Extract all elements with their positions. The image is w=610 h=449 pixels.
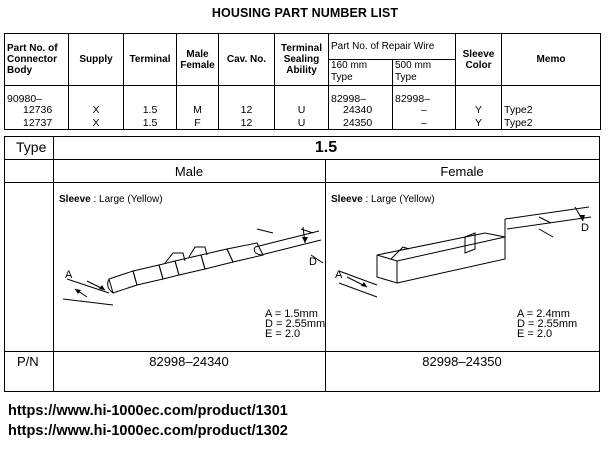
- female-housing: [377, 233, 505, 261]
- product-link[interactable]: https://www.hi-1000ec.com/product/1301: [8, 403, 288, 419]
- male-pn: 82998–24340: [149, 354, 229, 369]
- cell-sleeve: Y: [456, 86, 502, 116]
- cell-sealing: U: [275, 116, 329, 130]
- product-link[interactable]: https://www.hi-1000ec.com/product/1302: [8, 423, 288, 439]
- cell-sleeve: Y: [456, 116, 502, 130]
- terminal-table: [4, 136, 600, 392]
- cell-wire-500: 82998– –: [393, 86, 456, 116]
- header-160mm-type: 160 mm Type: [329, 60, 393, 86]
- header-part-no: Part No. of Connector Body: [5, 34, 69, 86]
- header-supply: Supply: [69, 34, 124, 86]
- cell-supply: X: [69, 86, 124, 116]
- male-sleeve-note: Sleeve : Large (Yellow): [59, 194, 163, 205]
- cell-wire-160: 24350: [329, 116, 393, 130]
- cell-part-no: 12737: [5, 116, 69, 130]
- cell-supply: X: [69, 116, 124, 130]
- header-cav-no: Cav. No.: [219, 34, 275, 86]
- male-letter-a: A: [65, 269, 73, 281]
- page-title: HOUSING PART NUMBER LIST: [211, 6, 399, 20]
- male-pin: [109, 271, 137, 293]
- male-wire: [255, 231, 319, 247]
- header-sleeve-color: Sleeve Color: [456, 34, 502, 86]
- cell-wire-500: –: [393, 116, 456, 130]
- url-list: [8, 401, 288, 441]
- cell-terminal: 1.5: [124, 86, 177, 116]
- male-label: Male: [174, 164, 204, 179]
- female-sleeve-note: Sleeve : Large (Yellow): [331, 194, 435, 205]
- type-value: 1.5: [314, 139, 338, 156]
- table-row: [5, 116, 601, 130]
- header-repair-wire: Part No. of Repair Wire: [329, 34, 456, 60]
- header-male-female: Male Female: [177, 34, 219, 86]
- male-letter-d: D: [309, 256, 317, 268]
- cell-wire-160: 82998– 24340: [329, 86, 393, 116]
- cell-memo: Type2: [502, 116, 601, 130]
- cell-sealing: U: [275, 86, 329, 116]
- female-letter-d: D: [581, 222, 589, 234]
- pn-label: P/N: [17, 354, 39, 369]
- table-row: [5, 86, 601, 116]
- female-label: Female: [440, 164, 484, 179]
- header-terminal: Terminal: [124, 34, 177, 86]
- header-sealing: Terminal Sealing Ability: [275, 34, 329, 86]
- cell-memo: Type2: [502, 86, 601, 116]
- housing-part-table: [4, 33, 601, 130]
- cell-male-female: M: [177, 86, 219, 116]
- cell-cav-no: 12: [219, 86, 275, 116]
- type-label: Type: [16, 139, 47, 155]
- male-dim-a: A = 1.5mm: [265, 308, 318, 320]
- cell-cav-no: 12: [219, 116, 275, 130]
- header-500mm-type: 500 mm Type: [393, 60, 456, 86]
- female-dim-d: D = 2.55mm: [517, 318, 578, 330]
- terminal-drawings: [5, 137, 599, 391]
- female-dim-e: E = 2.0: [517, 328, 553, 340]
- male-dim-d: D = 2.55mm: [265, 318, 326, 330]
- female-dim-a: A = 2.4mm: [517, 308, 570, 320]
- female-letter-a: A: [335, 269, 343, 281]
- cell-male-female: F: [177, 116, 219, 130]
- cell-terminal: 1.5: [124, 116, 177, 130]
- male-dim-e: E = 2.0: [265, 328, 301, 340]
- cell-part-no: 90980– 12736: [5, 86, 69, 116]
- header-memo: Memo: [502, 34, 601, 86]
- female-pn: 82998–24350: [422, 354, 502, 369]
